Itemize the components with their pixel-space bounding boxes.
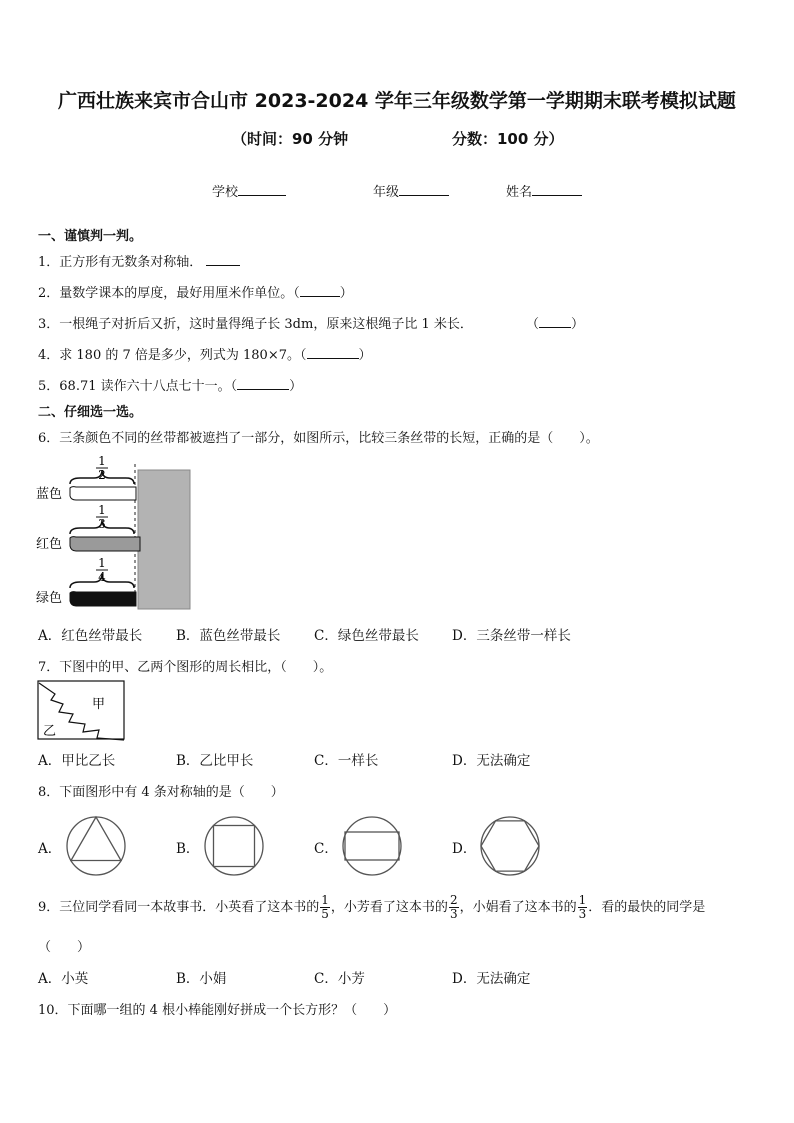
- question-3-answer: （ ）: [526, 317, 585, 332]
- q8-option-d-label[interactable]: D．: [452, 841, 477, 857]
- q7-option-d[interactable]: D．无法确定: [452, 753, 531, 769]
- question-1: [38, 251, 240, 270]
- q6-option-d[interactable]: D．三条丝带一样长: [452, 628, 571, 644]
- close-paren: ）: [339, 286, 353, 301]
- fraction-1-5: $\frac{1}{5}$: [321, 893, 329, 921]
- answer-blank-4[interactable]: [307, 346, 359, 359]
- school-field[interactable]: [212, 181, 286, 200]
- circle-triangle-shape[interactable]: [64, 815, 128, 877]
- fraction-1-3: $\frac{1}{3}$: [578, 893, 587, 921]
- frac-blue-num: 1: [98, 456, 106, 468]
- q8-option-a-label[interactable]: A．: [38, 841, 62, 857]
- q7-option-c[interactable]: C．一样长: [314, 753, 379, 769]
- ribbon-red: [70, 537, 140, 551]
- ribbon-green: [70, 592, 136, 606]
- question-5-text: 5．68.71 读作六十八点七十一。（: [38, 379, 238, 394]
- circle-hexagon-shape[interactable]: [478, 815, 542, 877]
- q9-option-d[interactable]: D．无法确定: [452, 971, 531, 987]
- question-3: [38, 313, 473, 332]
- answer-blank-2[interactable]: [300, 284, 340, 297]
- frac-green-den: 4: [98, 570, 106, 584]
- school-label: 学校: [212, 185, 239, 200]
- grade-blank[interactable]: [399, 183, 449, 196]
- grade-field[interactable]: [373, 181, 449, 200]
- q9-option-b[interactable]: B．小娟: [176, 971, 227, 987]
- cover-block: [138, 470, 190, 609]
- question-10: 10．下面哪一组的 4 根小棒能刚好拼成一个长方形？（ ）: [38, 1003, 397, 1018]
- ribbon-label-green: 绿色: [36, 591, 63, 606]
- section-2-title: 二、仔细选一选。: [38, 405, 143, 420]
- question-2: [38, 282, 353, 301]
- q9-option-a[interactable]: A．小英: [38, 971, 89, 987]
- question-4: 4．求 180 的 7 倍是多少，列式为 180×7。（ ）: [38, 348, 372, 363]
- grade-label: 年级: [373, 185, 400, 200]
- answer-blank-1[interactable]: [206, 253, 240, 266]
- q6-option-c[interactable]: C．绿色丝带最长: [314, 628, 419, 644]
- question-1-text: 1．正方形有无数条对称轴．: [38, 255, 203, 270]
- question-3-text: 3．一根绳子对折后又折，这时量得绳子长 3dm，原来这根绳子比 1 米长．: [38, 317, 473, 332]
- exam-score: 分数：100 分）: [452, 130, 564, 148]
- question-2-text: 2．量数学课本的厚度，最好用厘米作单位。（: [38, 286, 300, 301]
- q9-option-c[interactable]: C．小芳: [314, 971, 365, 987]
- label-jia: 甲: [92, 697, 106, 712]
- section-1-title: 一、谨慎判一判。: [38, 229, 143, 244]
- label-yi: 乙: [43, 724, 57, 739]
- ribbon-label-blue: 蓝色: [36, 487, 63, 502]
- q8-option-c-label[interactable]: C．: [314, 841, 338, 857]
- ribbon-figure: [36, 456, 196, 612]
- question-7: 7．下图中的甲、乙两个图形的周长相比，（ ）。: [38, 660, 333, 675]
- answer-blank-5[interactable]: [237, 377, 289, 390]
- frac-red-den: 3: [98, 517, 106, 531]
- question-6: 6．三条颜色不同的丝带都被遮挡了一部分，如图所示，比较三条丝带的长短，正确的是（ ）。: [38, 431, 599, 446]
- ribbon-blue: [70, 487, 136, 500]
- frac-blue-den: 2: [98, 468, 106, 482]
- ribbon-label-red: 红色: [36, 537, 63, 552]
- frac-red-num: 1: [98, 503, 106, 517]
- circle-square-shape[interactable]: [202, 815, 266, 877]
- perimeter-figure: [37, 680, 127, 742]
- question-5: 5．68.71 读作六十八点七十一。（ ）: [38, 379, 303, 394]
- q8-option-b-label[interactable]: B．: [176, 841, 200, 857]
- question-4-text: 4．求 180 的 7 倍是多少，列式为 180×7。（: [38, 348, 307, 363]
- frac-green-num: 1: [98, 556, 106, 570]
- q7-option-b[interactable]: B．乙比甲长: [176, 753, 254, 769]
- page-title: 广西壮族来宾市合山市 2023-2024 学年三年级数学第一学期期末联考模拟试题: [58, 90, 736, 112]
- fraction-2-3: $\frac{2}{3}$: [449, 893, 458, 921]
- name-blank[interactable]: [532, 183, 582, 196]
- question-8: 8．下面图形中有 4 条对称轴的是（ ）: [38, 785, 284, 800]
- exam-time: （时间：90 分钟: [232, 130, 349, 148]
- q7-option-a[interactable]: A．甲比乙长: [38, 753, 116, 769]
- q6-option-a[interactable]: A．红色丝带最长: [38, 628, 143, 644]
- school-blank[interactable]: [238, 183, 286, 196]
- name-field[interactable]: [506, 181, 582, 200]
- name-label: 姓名: [506, 185, 533, 200]
- circle-rectangle-shape[interactable]: [340, 815, 404, 877]
- question-9-paren: （ ）: [38, 940, 91, 955]
- answer-blank-3[interactable]: [539, 315, 571, 328]
- question-9: 9．三位同学看同一本故事书．小英看了这本书的 $\frac{1}{5}$ ，小芳看了这本书的 $\frac{2}{3}$ ，小娟看了这本书的 $\frac{1}{3}$ ．看的最快的同学是: [38, 893, 706, 921]
- q6-option-b[interactable]: B．蓝色丝带最长: [176, 628, 281, 644]
